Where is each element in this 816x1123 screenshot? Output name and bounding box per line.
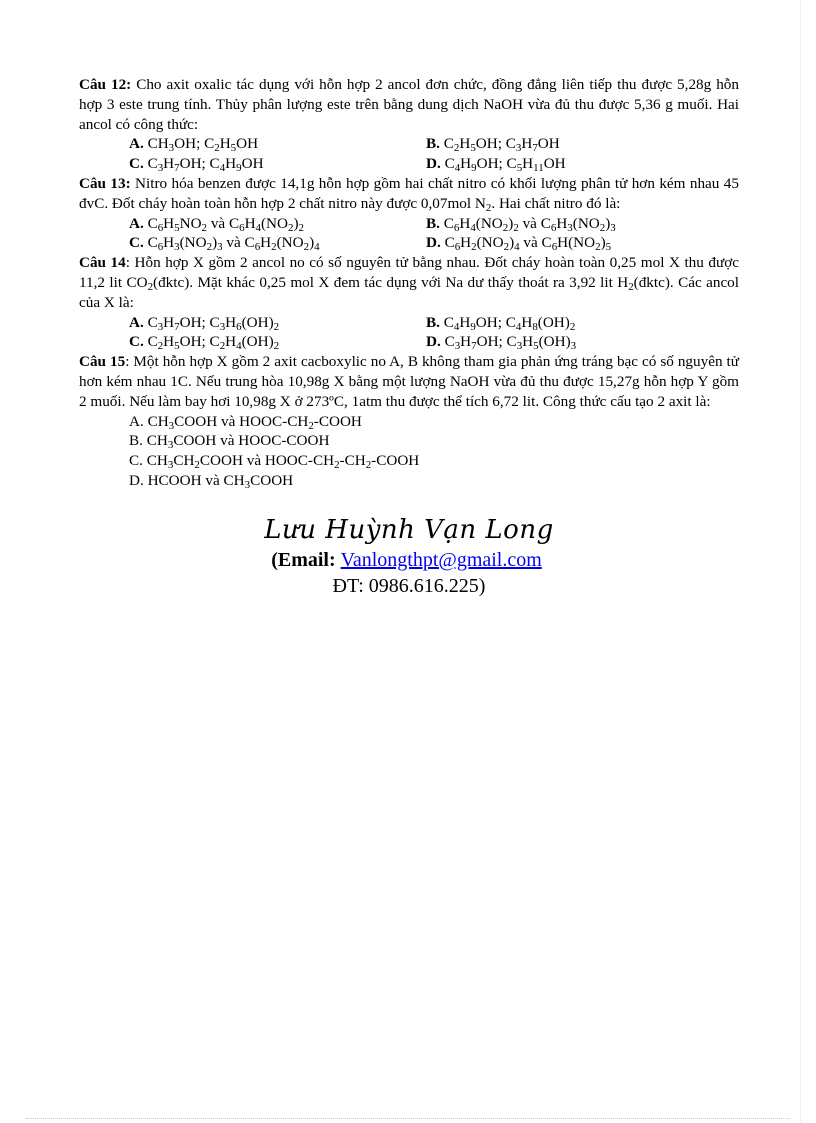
question-label: Câu 12: (79, 76, 132, 93)
option-d: D. $C_3H_7OH$; $C_3H_5(OH)_3$ (426, 333, 577, 353)
question-14: Câu 14: Hỗn hợp X gồm 2 ancol no có số nguyên tử bằng nhau. Đốt cháy hoàn toàn 0,25 mol X thu được 11,2 lit $CO_2(đktc)$. Mặt khác 0,25 mol X đem tác dụng với Na dư thấy thoát ra 3,92 lit $H_2(đktc)$. Các ancol của X là: (79, 254, 740, 311)
option-b: B. $C_6H_4(NO_2)_2$ và $C_6H_3(NO_2)_3$ (426, 214, 616, 234)
option-d: D. $C_6H_2(NO_2)_4$ và $C_6H(NO_2)_5$ (426, 234, 612, 254)
question-label: Câu 14 (79, 254, 126, 272)
option-c: C. $C_2H_5OH$; $C_2H_4(OH)_2$ (129, 333, 280, 353)
email-line: (Email: Vanlongthpt@gmail.com (271, 548, 542, 571)
question-label: Câu 15 (79, 353, 126, 371)
question-15: Câu 15: Một hỗn hợp X gồm 2 axit cacboxylic no A, B không tham gia phản ứng tráng bạc có số nguyên tử hơn kém nhau 1C. Nếu trung hòa 10,98g X bằng một lượng NaOH vừa đủ thu được 15,27g hỗn hợp Y gồm 2 muối. Nếu làm bay hơi 10,98g X ở 273ºC, 1atm thu được thể tích 6,72 lit. Công thức cấu tạo 2 axit là: (79, 353, 739, 410)
option-a: A. $CH_3COOH$ và HOOC-$CH_2$-COOH (129, 412, 362, 432)
document-page (79, 75, 739, 599)
question-14-options (129, 313, 739, 353)
question-12 (79, 75, 739, 134)
option-b: B. $C_4H_9OH$; $C_4H_8(OH)_2$ (426, 313, 576, 333)
phone-line: ĐT: 0986.616.225) (332, 574, 486, 597)
question-13: Câu 13: Nitro hóa benzen được 14,1g hỗn hợp gồm hai chất nitro có khối lượng phân tử hơn kém nhau 45 đvC. Đốt cháy hoàn toàn hỗn hợp 2 chất nitro này được 0,07mol $N_2$. Hai chất nitro đó là: (79, 174, 739, 214)
option-a: A. $C_6H_5NO_2$ và $C_6H_4(NO_2)_2$ (129, 214, 304, 234)
signature-block (79, 513, 739, 599)
option-b: B. $CH_3COOH$ và HOOC-COOH (129, 432, 330, 452)
page-border-bottom (26, 1118, 790, 1119)
option-d: D. HCOOH và $CH_3COOH$ (129, 471, 294, 491)
option-a: A. $CH_3OH$; $C_2H_5OH$ (129, 135, 259, 155)
option-d: D. $C_4H_9OH$; $C_5H_{11}OH$ (426, 155, 566, 175)
page-border-right (800, 0, 801, 1123)
question-label: Câu 13: (79, 174, 131, 192)
email-link[interactable]: Vanlongthpt@gmail.com (340, 548, 542, 571)
option-a: A. $C_3H_7OH$; $C_3H_6(OH)_2$ (129, 313, 280, 333)
question-12-options (129, 134, 739, 174)
question-text: Cho axit oxalic tác dụng với hỗn hợp 2 ancol đơn chức, đồng đẳng liên tiếp thu được 5,28g hỗn hợp 3 este trung tính. Thủy phân lượng este trên bằng dung dịch NaOH vừa đủ thu được 5,36 g muối. Hai ancol có công thức: (79, 76, 739, 133)
option-b: B. $C_2H_5OH$; $C_3H_7OH$ (426, 135, 560, 155)
option-c: C. $CH_3CH_2COOH$ và HOOC-$CH_2-CH_2$-COOH (129, 452, 420, 472)
question-13-options (129, 214, 739, 254)
author-name: Lưu Huỳnh Vạn Long (264, 514, 554, 545)
option-c: C. $C_3H_7OH$; $C_4H_9OH$ (129, 155, 264, 175)
option-c: C. $C_6H_3(NO_2)_3$ và $C_6H_2(NO_2)_4$ (129, 234, 320, 254)
